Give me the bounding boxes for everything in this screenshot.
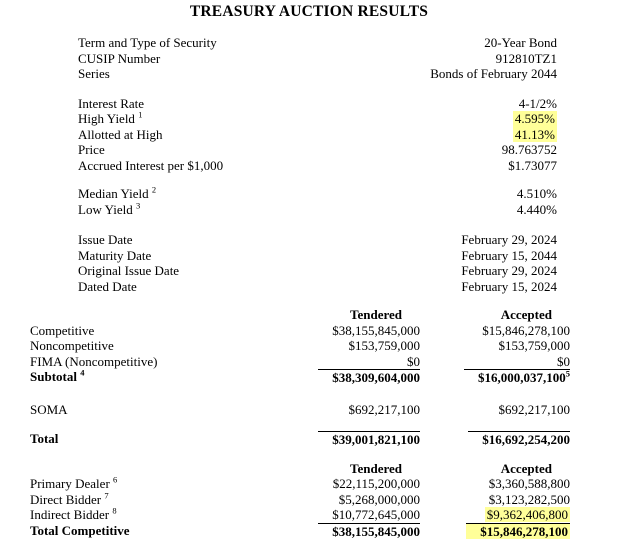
page-title: TREASURY AUCTION RESULTS (189, 3, 429, 20)
row-total-competitive (30, 523, 570, 540)
row-price (78, 142, 557, 158)
row-noncompetitive (30, 338, 570, 354)
footnote-marker: 5 (565, 368, 570, 379)
allotment-table (0, 307, 618, 448)
row-cusip-number (78, 51, 557, 67)
value-allotted-at-high-highlighted: 41.13% (514, 126, 555, 142)
security-info-section (78, 35, 557, 82)
row-allotted-at-high (78, 127, 557, 143)
row-median-yield (78, 186, 557, 202)
dates-section (78, 232, 557, 294)
value-primary-dealer-accepted: $3,360,588,800 (488, 476, 570, 491)
row-subtotal (30, 369, 570, 386)
row-high-yield (78, 111, 557, 127)
row-maturity-date (78, 248, 557, 264)
label-total-competitive: Total Competitive (30, 522, 130, 538)
value-total-competitive-accepted-highlighted: $15,846,278,100 (466, 523, 570, 540)
pricing-section (78, 96, 557, 174)
label-direct-bidder: Direct Bidder $^7$ (30, 490, 109, 507)
row-primary-dealer (30, 476, 570, 492)
footnote-marker: 7 (104, 490, 109, 501)
value-primary-dealer-tendered: $22,115,200,000 (332, 476, 420, 491)
value-fima-accepted: $0 (557, 353, 570, 369)
bidder-header-row (30, 461, 570, 477)
footnote-marker: 6 (113, 474, 118, 485)
label-indirect-bidder: Indirect Bidder $^8$ (30, 505, 117, 522)
label-primary-dealer: Primary Dealer $^6$ (30, 474, 118, 491)
row-term-and-type (78, 35, 557, 51)
value-total-tendered: $39,001,821,100 (318, 431, 420, 448)
label-noncompetitive: Noncompetitive (30, 338, 114, 353)
row-original-issue-date (78, 263, 557, 279)
value-maturity-date: February 15, 2044 (461, 247, 557, 263)
label-low-yield: Low Yield $^3$ (78, 200, 141, 217)
row-total (30, 431, 570, 448)
label-interest-rate: Interest Rate (78, 95, 145, 111)
value-direct-bidder-tendered: $5,268,000,000 (338, 491, 420, 507)
row-soma (30, 402, 570, 418)
label-term-and-type: Term and Type of Security (78, 35, 217, 50)
row-series (78, 66, 557, 82)
column-header-tendered: Tendered (349, 307, 402, 322)
label-series: Series (78, 66, 110, 81)
value-total-competitive-tendered: $38,155,845,000 (318, 523, 420, 540)
value-soma-tendered: $692,217,100 (348, 401, 420, 417)
value-total-accepted: $16,692,254,200 (468, 431, 570, 448)
footnote-marker: 4 (80, 367, 85, 378)
row-accrued-interest (78, 158, 557, 174)
value-subtotal-accepted: $16,000,037,100$^5$ (464, 369, 570, 386)
footnote-marker: 8 (112, 505, 117, 516)
label-fima: FIMA (Noncompetitive) (30, 353, 158, 369)
value-fima-tendered: $0 (407, 353, 420, 369)
label-maturity-date: Maturity Date (78, 247, 152, 263)
row-direct-bidder (30, 492, 570, 508)
value-original-issue-date: February 29, 2024 (461, 263, 557, 278)
column-header-accepted-2: Accepted (500, 460, 552, 476)
value-cusip-number: 912810TZ1 (495, 50, 557, 66)
label-accrued-interest: Accrued Interest per $1,000 (78, 157, 224, 173)
row-dated-date (78, 279, 557, 295)
footnote-marker: 1 (138, 109, 143, 120)
label-high-yield: High Yield $^1$ (78, 109, 143, 126)
value-competitive-tendered: $38,155,845,000 (332, 322, 420, 338)
value-price: 98.763752 (501, 142, 557, 157)
column-header-tendered-2: Tendered (349, 460, 402, 476)
value-noncompetitive-accepted: $153,759,000 (498, 338, 570, 353)
footnote-marker: 3 (136, 200, 141, 211)
value-accrued-interest: $1.73077 (508, 157, 557, 173)
row-interest-rate (78, 96, 557, 112)
footnote-marker: 2 (151, 184, 157, 195)
label-price: Price (78, 142, 105, 157)
label-total: Total (30, 431, 59, 446)
row-indirect-bidder (30, 507, 570, 523)
value-soma-accepted: $692,217,100 (498, 401, 570, 417)
row-low-yield (78, 202, 557, 218)
value-series: Bonds of February 2044 (430, 66, 557, 81)
value-competitive-accepted: $15,846,278,100 (482, 322, 570, 338)
value-dated-date: February 15, 2024 (461, 278, 557, 294)
allotment-header-row (30, 307, 570, 323)
bidder-table (0, 461, 618, 540)
label-soma: SOMA (30, 401, 68, 417)
value-term-and-type: 20-Year Bond (484, 35, 557, 50)
row-issue-date (78, 232, 557, 248)
label-cusip-number: CUSIP Number (78, 50, 161, 66)
value-interest-rate: 4-1/2% (518, 95, 557, 111)
value-low-yield: 4.440% (516, 201, 557, 217)
value-direct-bidder-accepted: $3,123,282,500 (488, 491, 570, 507)
value-indirect-bidder-tendered: $10,772,645,000 (332, 507, 420, 522)
label-issue-date: Issue Date (78, 232, 133, 247)
value-median-yield: 4.510% (516, 186, 557, 201)
label-median-yield: Median Yield $^2$ (78, 184, 157, 201)
value-noncompetitive-tendered: $153,759,000 (348, 338, 420, 353)
value-issue-date: February 29, 2024 (461, 232, 557, 247)
column-header-accepted: Accepted (500, 307, 552, 322)
row-competitive (30, 323, 570, 339)
row-fima (30, 354, 570, 370)
label-allotted-at-high: Allotted at High (78, 126, 163, 142)
value-high-yield-highlighted: 4.595% (514, 111, 555, 126)
label-subtotal: Subtotal $^4$ (30, 367, 85, 384)
label-dated-date: Dated Date (78, 278, 137, 294)
value-indirect-bidder-accepted-highlighted: $9,362,406,800 (486, 507, 568, 522)
yields-section (78, 186, 557, 217)
value-subtotal-tendered: $38,309,604,000 (318, 369, 420, 386)
label-original-issue-date: Original Issue Date (78, 263, 180, 278)
label-competitive: Competitive (30, 322, 95, 338)
